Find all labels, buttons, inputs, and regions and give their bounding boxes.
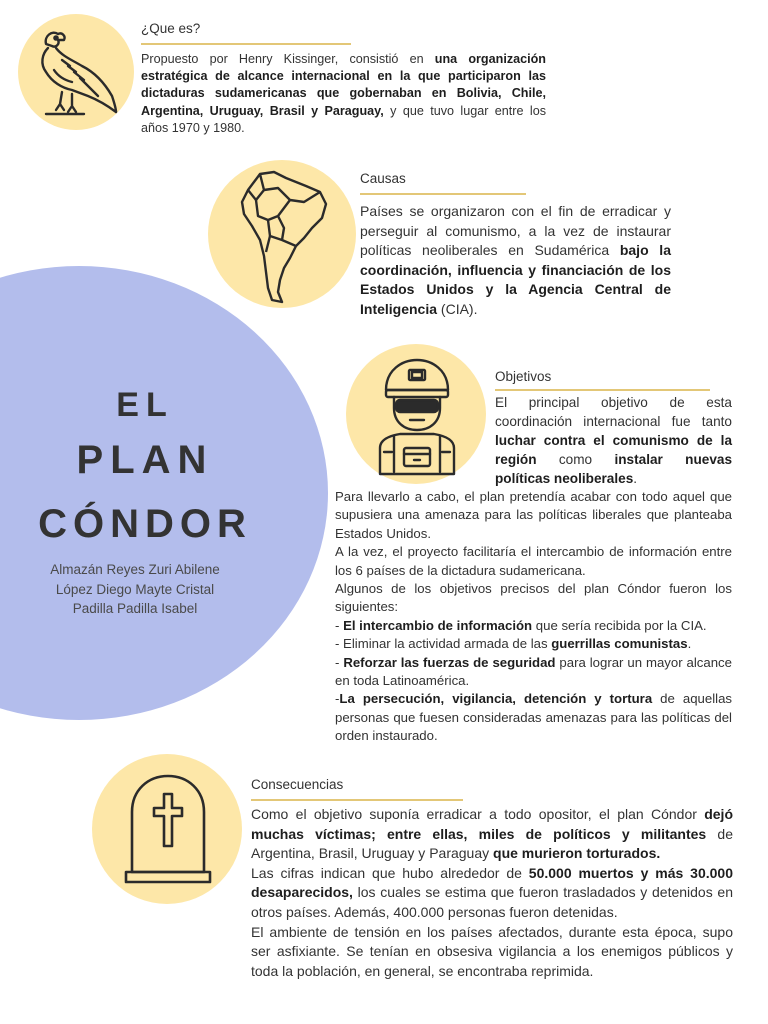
consecuencias-rule — [251, 799, 463, 801]
causas-heading: Causas — [360, 171, 406, 186]
que-es-paragraph: Propuesto por Henry Kissinger, consistió en una organización estratégica de alcance internacional en la que participaron las dictaduras sudamericanas que gobernaban en Bolivia, Chile, Argentina, Uruguay, Brasil y Paraguay, y que tuvo lugar entre los años 1970 y 1980. — [141, 52, 547, 135]
title-line-2: PLAN — [76, 438, 214, 482]
title-circle — [0, 266, 328, 720]
que-es-rule — [141, 43, 351, 45]
condor-icon — [32, 26, 124, 122]
authors-list — [20, 560, 250, 619]
consecuencias-p3: El ambiente de tensión en los países afectados, durante esta época, supo ser asfixiante. Se tenían en obsesiva vigilancia a los enemigos públicos y toda la población, en general, se encontraba reprimida. — [251, 923, 733, 979]
objetivos-p2: Para llevarlo a cabo, el plan pretendía acabar con todo aquel que supusiera una amenaza para las políticas liberales que planteaba Estados Unidos. — [335, 489, 732, 541]
objetivos-p3: A la vez, el proyecto facilitaría el intercambio de información entre los 6 países de la dictadura sudamericana. — [335, 544, 732, 578]
consecuencias-p2: Las cifras indican que hubo alrededor de 50.000 muertos y más 30.000 desaparecidos, los cuales se estima que fueron trasladados y detenidos en otros países. Además, 400.000 personas fueron detenidas. — [251, 864, 733, 920]
author-3: Padilla Padilla Isabel — [72, 601, 198, 616]
objetivos-item-2: - Eliminar la actividad armada de las guerrillas comunistas. — [335, 636, 692, 652]
consecuencias-paragraph — [251, 805, 733, 981]
objetivos-rule — [495, 389, 710, 391]
soldier-icon — [372, 356, 462, 476]
consecuencias-heading: Consecuencias — [251, 777, 344, 792]
author-1: Almazán Reyes Zuri Abilene — [50, 562, 220, 577]
objetivos-intro: El principal objetivo de esta coordinación internacional fue tanto luchar contra el comunismo de la región como instalar nuevas políticas neoliberales. — [495, 395, 733, 486]
objetivos-details — [335, 488, 732, 746]
objetivos-heading: Objetivos — [495, 369, 552, 384]
causas-paragraph: Países se organizaron con el fin de erradicar y perseguir al comunismo, a la vez de instaurar políticas neoliberales en Sudamérica bajo la coordinación, influencia y financiación de los Estados Unidos y la Agencia Central de Inteligencia (CIA). — [360, 203, 671, 317]
title-line-3: CÓNDOR — [38, 502, 252, 546]
title-line-1: EL — [116, 386, 174, 424]
author-2: López Diego Mayte Cristal — [55, 581, 215, 597]
causas-rule — [360, 193, 526, 195]
objetivos-item-4: -La persecución, vigilancia, detención y tortura de aquellas personas que fuesen consideradas amenazas para las políticas del orden instaurado. — [335, 691, 733, 744]
objetivos-item-3: - Reforzar las fuerzas de seguridad para lograr un mayor alcance en toda Latinoamérica. — [335, 654, 732, 689]
tombstone-cross-icon — [122, 772, 214, 886]
south-america-map-icon — [234, 168, 334, 306]
consecuencias-p1: Como el objetivo suponía erradicar a todo opositor, el plan Cóndor dejó muchas víctimas; entre ellas, miles de políticos y militantes de Argentina, Brasil, Uruguay y Paraguay que murieron torturados. — [251, 806, 733, 862]
objetivos-item-1: - El intercambio de información que sería recibida por la CIA. — [335, 617, 707, 633]
que-es-heading: ¿Que es? — [141, 21, 201, 36]
objetivos-p4: Algunos de los objetivos precisos del plan Cóndor fueron los siguientes: — [335, 581, 732, 615]
